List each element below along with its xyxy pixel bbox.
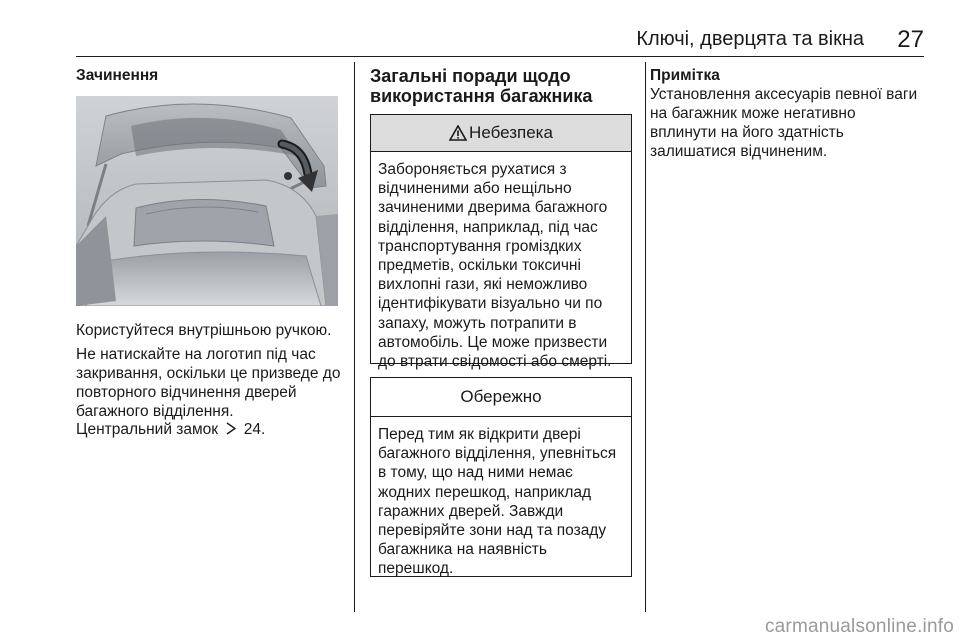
closing-instruction: Користуйтеся внутрішньою ручкою. (76, 322, 332, 339)
warning-triangle-icon (449, 125, 467, 141)
caution-box (370, 377, 632, 577)
column-general-advice (370, 66, 632, 106)
chapter-title: Ключі, дверцята та вікна (636, 28, 864, 50)
central-lock-reference (76, 420, 344, 439)
page-number: 27 (897, 26, 924, 53)
section-title-closing: Зачинення (76, 67, 159, 84)
caution-box-text: Перед тим як відкрити двері багажного відділення, упевніться в тому, що над ними немає жодних перешкод, наприклад гаражних дверей. Завжди перевіряйте зони над та позаду багажника на наявність перешкод. (378, 426, 617, 578)
section-title-general-advice-line2: використання багажника (370, 86, 593, 106)
column-divider-1 (354, 62, 355, 612)
column-closing (76, 66, 342, 85)
danger-box-title: Небезпека (469, 123, 553, 142)
danger-box-header (371, 115, 631, 152)
note-title: Примітка (650, 67, 720, 84)
danger-box (370, 114, 632, 371)
note-text: Установлення аксесуарів певної ваги на багажник може негативно вплинути на його здатність залишатися відчиненим. (650, 86, 918, 160)
header-rule (76, 56, 924, 57)
watermark: carmanualsonline.info (764, 616, 954, 637)
column-note (650, 66, 926, 161)
section-title-general-advice-line1: Загальні поради щодо (370, 66, 571, 86)
page-reference-arrow-icon (225, 422, 237, 435)
caution-box-title: Обережно (460, 387, 542, 406)
page-header (76, 24, 924, 56)
caution-box-header (371, 378, 631, 417)
reference-label: Центральний замок (76, 421, 219, 438)
reference-page: 24. (243, 421, 266, 438)
tailgate-illustration (76, 96, 338, 306)
danger-box-text: Забороняється рухатися з відчиненими або нещільно зачиненими дверима багажного відділення, наприклад, під час транспортування громіздких предметів, оскільки токсичні вихлопні гази, які неможливо ідентифікувати візуально чи по запаху, можуть потрапити в автомобіль. Це може призвести до втрати свідомості або смерті. (378, 161, 612, 371)
column-divider-2 (645, 62, 646, 612)
closing-warning-text: Не натискайте на логотип під час закривання, оскільки це призведе до повторного відчинення дверей багажного відділення. (76, 346, 341, 420)
